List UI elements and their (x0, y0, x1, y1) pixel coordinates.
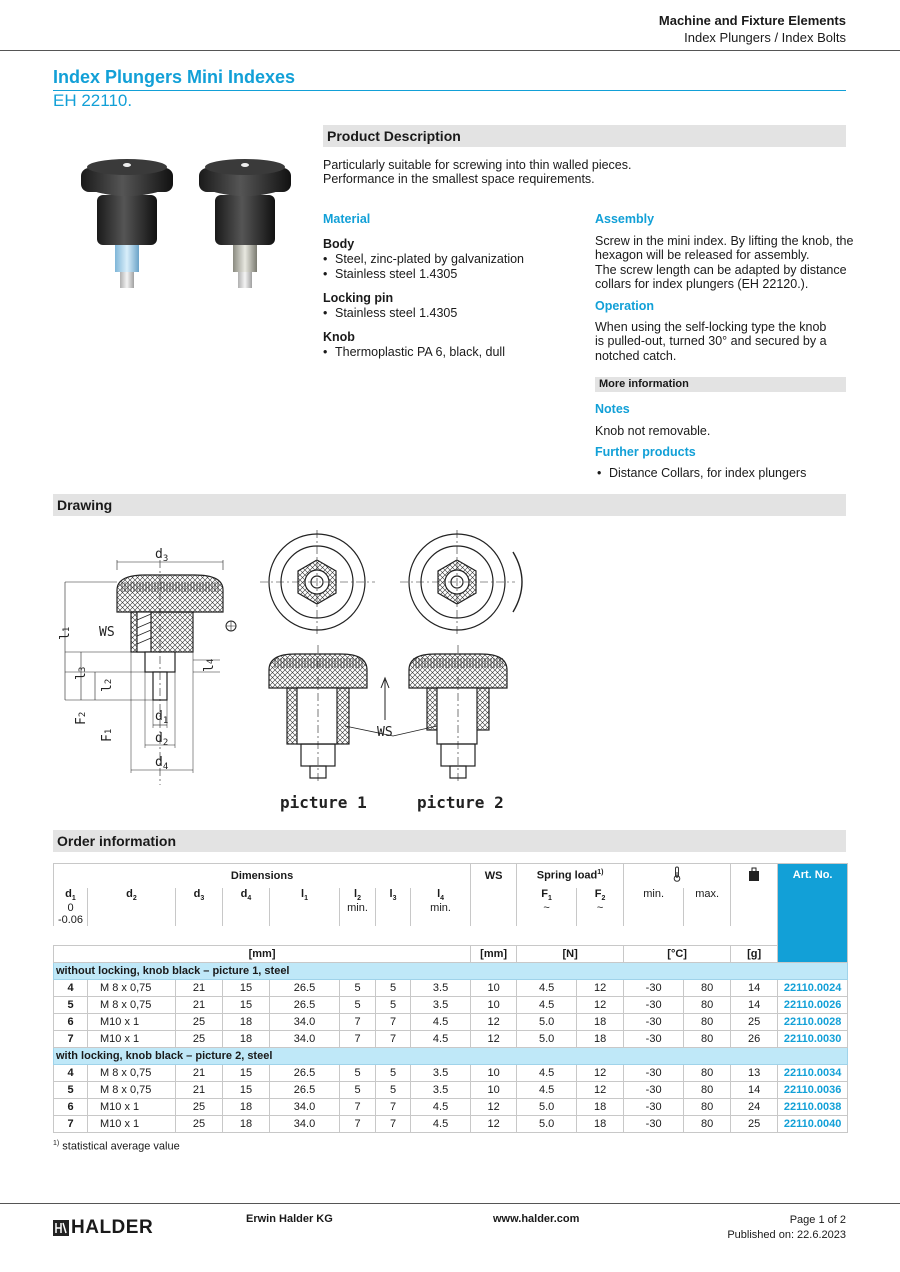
footer-company: Erwin Halder KG (246, 1213, 333, 1225)
table-cell: 4.5 (411, 1014, 471, 1031)
table-cell: 5.0 (517, 1014, 577, 1031)
col-spring-load: Spring load$^{1)}$ (517, 864, 624, 888)
operation-text-1: When using the self-locking type the knob (595, 320, 827, 334)
table-cell: 18 (223, 1031, 270, 1048)
table-header-row-spacer (54, 926, 848, 946)
h-d1: $d_1$ 0 -0.06 (54, 888, 88, 926)
table-cell: 5 (340, 997, 376, 1014)
table-cell: 12 (471, 1099, 517, 1116)
table-cell: 12 (471, 1116, 517, 1133)
h-d2: $d_2$ (88, 888, 176, 926)
table-cell: 6 (54, 1014, 88, 1031)
table-cell: 3.5 (411, 980, 471, 997)
product-photo-stainless (199, 159, 291, 288)
unit-mm: [mm] (54, 946, 471, 963)
table-cell: -30 (624, 1031, 684, 1048)
table-cell: 5 (54, 1082, 88, 1099)
product-description-heading: Product Description (323, 125, 846, 147)
table-cell: 80 (684, 1116, 731, 1133)
h-l1: $l_1$ (270, 888, 340, 926)
table-header-row-1 (54, 864, 848, 888)
h-d4: $d_4$ (223, 888, 270, 926)
h-f1: $F_1$ ~ (517, 888, 577, 926)
label-f1: F1 (100, 728, 115, 742)
label-l1: l1 (58, 626, 73, 640)
table-cell: 7 (376, 1014, 411, 1031)
table-cell: 4.5 (411, 1099, 471, 1116)
order-table (53, 863, 848, 1133)
label-l4: l4 (202, 658, 217, 672)
table-cell: 26.5 (270, 1082, 340, 1099)
assembly-text-3: The screw length can be adapted by distance (595, 263, 847, 277)
table-cell: 5.0 (517, 1099, 577, 1116)
table-cell: 26.5 (270, 1065, 340, 1082)
table-row (54, 1099, 848, 1116)
art-no-cell[interactable]: 22110.0024 (778, 980, 848, 997)
table-cell: M10 x 1 (88, 1014, 176, 1031)
table-cell: 18 (577, 1116, 624, 1133)
table-cell: 21 (176, 1065, 223, 1082)
drawing-side-view-1 (269, 645, 367, 782)
more-information-heading: More information (595, 377, 846, 392)
table-cell: 4.5 (411, 1116, 471, 1133)
table-cell: M 8 x 0,75 (88, 997, 176, 1014)
section-row-with-locking (54, 1048, 848, 1065)
table-row (54, 980, 848, 997)
table-cell: 5 (340, 980, 376, 997)
table-cell: 3.5 (411, 1065, 471, 1082)
drawing-top-view-1 (260, 530, 375, 634)
table-row (54, 1116, 848, 1133)
table-cell: 15 (223, 1065, 270, 1082)
table-cell: 12 (471, 1031, 517, 1048)
thermometer-icon (672, 866, 682, 882)
page-title: Index Plungers Mini Indexes (53, 67, 296, 87)
col-ws: WS (471, 864, 517, 888)
caption-picture-1: picture 1 (280, 793, 367, 812)
h-l4: $l_4$ min. (411, 888, 471, 926)
label-f2: F2 (74, 711, 89, 725)
table-cell: 3.5 (411, 1082, 471, 1099)
assembly-text-1: Screw in the mini index. By lifting the knob, the (595, 234, 854, 248)
table-row (54, 1065, 848, 1082)
footer-published: Published on: 22.6.2023 (727, 1229, 846, 1241)
table-cell: -30 (624, 1065, 684, 1082)
table-cell: 4 (54, 980, 88, 997)
h-max: max. (684, 888, 731, 926)
table-cell: M10 x 1 (88, 1116, 176, 1133)
table-cell: 34.0 (270, 1099, 340, 1116)
table-cell: 10 (471, 1082, 517, 1099)
section-label: with locking, knob black – picture 2, steel (54, 1048, 848, 1065)
art-no-cell[interactable]: 22110.0040 (778, 1116, 848, 1133)
table-cell: -30 (624, 1014, 684, 1031)
unit-n: [N] (517, 946, 624, 963)
table-header-row-2 (54, 888, 848, 926)
table-cell: 4.5 (517, 980, 577, 997)
table-cell: 4 (54, 1065, 88, 1082)
header-category: Machine and Fixture Elements (658, 13, 846, 28)
footer-page-number: Page 1 of 2 (789, 1214, 846, 1226)
locking-pin-list (323, 306, 457, 321)
order-information-heading: Order information (53, 830, 846, 852)
further-products-heading: Further products (595, 445, 696, 459)
table-cell: -30 (624, 980, 684, 997)
product-photo-zinc (81, 159, 173, 288)
assembly-text-4: collars for index plungers (EH 22120.). (595, 277, 809, 291)
table-cell: 25 (176, 1014, 223, 1031)
table-cell: M 8 x 0,75 (88, 1082, 176, 1099)
rows-with-locking (54, 1065, 848, 1133)
footer-page-info (727, 1213, 846, 1243)
label-d2: $d_2$ (155, 731, 169, 748)
further-products-list (597, 466, 806, 481)
table-cell: -30 (624, 1099, 684, 1116)
body-item-2: • Stainless steel 1.4305 (323, 267, 524, 282)
col-dimensions: Dimensions (54, 864, 471, 888)
label-l2: l2 (100, 678, 115, 692)
table-cell: 14 (731, 980, 778, 997)
col-art-no: Art. No. (778, 864, 848, 963)
locking-pin-item: • Stainless steel 1.4305 (323, 306, 457, 321)
art-no-cell[interactable]: 22110.0034 (778, 1065, 848, 1082)
art-no-cell[interactable]: 22110.0030 (778, 1031, 848, 1048)
table-cell: 12 (577, 997, 624, 1014)
operation-text-2: is pulled-out, turned 30° and secured by a (595, 334, 827, 348)
table-cell: 25 (176, 1099, 223, 1116)
col-weight (731, 864, 778, 888)
h-min: min. (624, 888, 684, 926)
drawing-side-view-2 (345, 645, 507, 782)
table-cell: 15 (223, 997, 270, 1014)
halder-logo (53, 1217, 153, 1239)
technical-drawing (55, 530, 535, 815)
col-temperature (624, 864, 731, 888)
header-subcategory: Index Plungers / Index Bolts (684, 30, 846, 45)
art-no-cell[interactable]: 22110.0036 (778, 1082, 848, 1099)
unit-g: [g] (731, 946, 778, 963)
table-cell: 21 (176, 1082, 223, 1099)
label-ws: WS (99, 625, 115, 640)
h-l2: $l_2$ min. (340, 888, 376, 926)
table-cell: 5 (376, 980, 411, 997)
table-cell: 12 (577, 1065, 624, 1082)
table-cell: 80 (684, 1099, 731, 1116)
body-item-1: • Steel, zinc-plated by galvanization (323, 252, 524, 267)
table-cell: M 8 x 0,75 (88, 980, 176, 997)
halder-logo-icon (53, 1220, 69, 1236)
table-cell: 14 (731, 1082, 778, 1099)
table-cell: 80 (684, 980, 731, 997)
locking-pin-label: Locking pin (323, 291, 394, 305)
table-cell: -30 (624, 1116, 684, 1133)
table-cell: 15 (223, 980, 270, 997)
table-cell: 7 (376, 1099, 411, 1116)
header-divider (0, 50, 900, 51)
table-cell: -30 (624, 1082, 684, 1099)
table-cell: 26 (731, 1031, 778, 1048)
table-cell: 7 (376, 1031, 411, 1048)
notes-heading: Notes (595, 402, 630, 416)
table-cell: 4.5 (517, 1065, 577, 1082)
table-cell: 26.5 (270, 980, 340, 997)
table-cell: M 8 x 0,75 (88, 1065, 176, 1082)
table-row (54, 997, 848, 1014)
table-cell: 80 (684, 1065, 731, 1082)
label-ws-side: WS (377, 725, 393, 740)
table-cell: 18 (577, 1014, 624, 1031)
label-l3: l3 (74, 666, 89, 680)
table-row (54, 1082, 848, 1099)
table-cell: 4.5 (517, 997, 577, 1014)
footer-url[interactable]: www.halder.com (493, 1213, 580, 1225)
product-description-text-1: Particularly suitable for screwing into thin walled pieces. (323, 158, 632, 172)
table-cell: 34.0 (270, 1014, 340, 1031)
table-cell: 34.0 (270, 1116, 340, 1133)
table-cell: 25 (176, 1116, 223, 1133)
rows-without-locking (54, 980, 848, 1048)
table-cell: 7 (340, 1116, 376, 1133)
art-no-cell[interactable]: 22110.0026 (778, 997, 848, 1014)
h-d3: $d_3$ (176, 888, 223, 926)
label-d1: $d_1$ (155, 709, 169, 726)
material-heading: Material (323, 212, 371, 226)
product-description-text-2: Performance in the smallest space requirements. (323, 172, 595, 186)
table-cell: 14 (731, 997, 778, 1014)
table-cell: 12 (471, 1014, 517, 1031)
table-cell: 15 (223, 1082, 270, 1099)
table-cell: 10 (471, 1065, 517, 1082)
table-cell: 24 (731, 1099, 778, 1116)
table-cell: 3.5 (411, 997, 471, 1014)
table-cell: 25 (731, 1116, 778, 1133)
table-cell: 10 (471, 997, 517, 1014)
assembly-heading: Assembly (595, 212, 655, 226)
table-cell: 5 (376, 997, 411, 1014)
table-cell: M10 x 1 (88, 1099, 176, 1116)
table-cell: 18 (223, 1099, 270, 1116)
footer-divider (0, 1203, 900, 1204)
table-cell: 34.0 (270, 1031, 340, 1048)
h-f2: $F_2$ ~ (577, 888, 624, 926)
table-cell: M10 x 1 (88, 1031, 176, 1048)
table-cell: 18 (223, 1014, 270, 1031)
table-cell: 18 (577, 1099, 624, 1116)
table-header-units (54, 946, 848, 963)
table-cell: 12 (577, 980, 624, 997)
table-footnote: $^{1)}$ statistical average value (53, 1140, 180, 1153)
caption-picture-2: picture 2 (417, 793, 504, 812)
further-products-item[interactable]: • Distance Collars, for index plungers (597, 466, 806, 481)
drawing-top-view-2 (400, 530, 522, 634)
table-cell: 7 (376, 1116, 411, 1133)
table-cell: 6 (54, 1099, 88, 1116)
knob-list (323, 345, 505, 360)
product-photo (70, 150, 310, 300)
table-cell: 4.5 (411, 1031, 471, 1048)
table-cell: 10 (471, 980, 517, 997)
table-cell: 25 (176, 1031, 223, 1048)
table-cell: 18 (223, 1116, 270, 1133)
notes-text: Knob not removable. (595, 424, 711, 438)
table-cell: 5.0 (517, 1031, 577, 1048)
table-cell: 26.5 (270, 997, 340, 1014)
page-subtitle: EH 22110. (53, 91, 133, 110)
table-cell: 25 (731, 1014, 778, 1031)
h-ws-blank (471, 888, 517, 926)
knob-item: • Thermoplastic PA 6, black, dull (323, 345, 505, 360)
operation-heading: Operation (595, 299, 655, 313)
table-cell: 80 (684, 1082, 731, 1099)
table-cell: 4.5 (517, 1082, 577, 1099)
section-label: without locking, knob black – picture 1, steel (54, 963, 848, 980)
section-row-without-locking (54, 963, 848, 980)
assembly-text-2: hexagon will be released for assembly. (595, 248, 810, 262)
title-underline (53, 90, 846, 91)
table-cell: 7 (54, 1116, 88, 1133)
table-cell: 18 (577, 1031, 624, 1048)
table-cell: 7 (340, 1099, 376, 1116)
table-cell: 5 (340, 1082, 376, 1099)
knob-label: Knob (323, 330, 355, 344)
operation-text-3: notched catch. (595, 349, 677, 363)
label-d3: $d_3$ (155, 547, 169, 564)
table-cell: 21 (176, 997, 223, 1014)
table-cell: 5 (340, 1065, 376, 1082)
table-cell: 5 (376, 1082, 411, 1099)
table-cell: 7 (340, 1014, 376, 1031)
body-label: Body (323, 237, 355, 251)
unit-ws-mm: [mm] (471, 946, 517, 963)
table-cell: 80 (684, 1014, 731, 1031)
document-header (659, 12, 846, 46)
table-cell: 13 (731, 1065, 778, 1082)
table-cell: 7 (54, 1031, 88, 1048)
table-cell: 5 (54, 997, 88, 1014)
weight-icon (748, 867, 760, 881)
table-cell: 21 (176, 980, 223, 997)
halder-logo-text: HALDER (71, 1217, 154, 1238)
unit-c: [°C] (624, 946, 731, 963)
table-cell: 80 (684, 1031, 731, 1048)
body-list (323, 252, 524, 281)
art-no-cell[interactable]: 22110.0028 (778, 1014, 848, 1031)
table-cell: -30 (624, 997, 684, 1014)
table-cell: 7 (340, 1031, 376, 1048)
h-l3: $l_3$ (376, 888, 411, 926)
table-cell: 5.0 (517, 1116, 577, 1133)
art-no-cell[interactable]: 22110.0038 (778, 1099, 848, 1116)
table-cell: 5 (376, 1065, 411, 1082)
table-cell: 12 (577, 1082, 624, 1099)
h-weight-blank (731, 888, 778, 926)
label-d4: $d_4$ (155, 755, 169, 772)
table-row (54, 1031, 848, 1048)
table-row (54, 1014, 848, 1031)
table-cell: 80 (684, 997, 731, 1014)
drawing-heading: Drawing (53, 494, 846, 516)
